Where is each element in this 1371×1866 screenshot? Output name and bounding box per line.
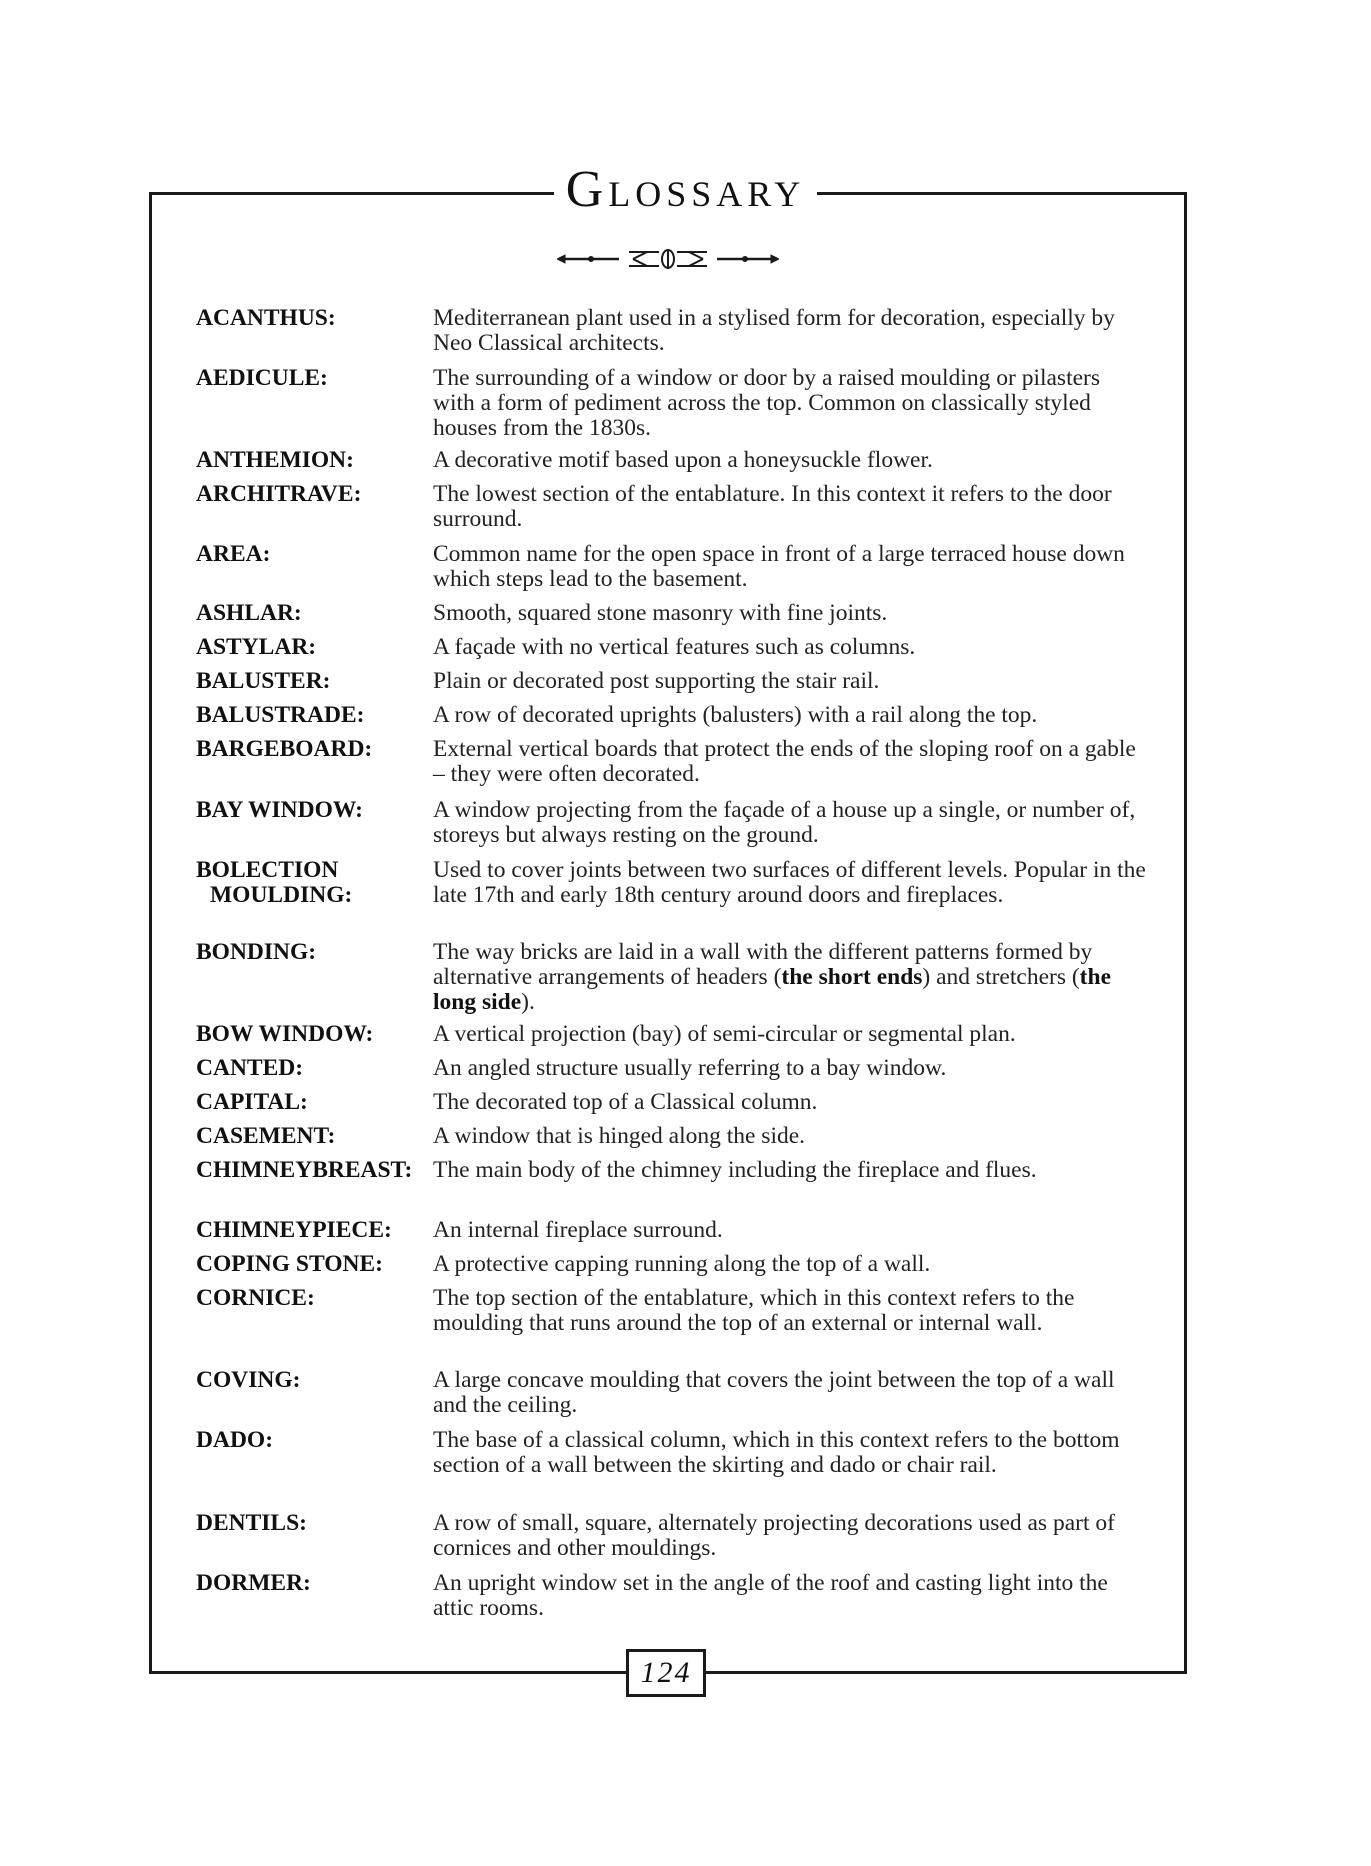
glossary-term-text: CHIMNEYBREAST: (196, 1157, 413, 1183)
glossary-term-text: BAY WINDOW: (196, 797, 363, 823)
glossary-definition (433, 940, 1146, 1015)
glossary-term-text: DADO: (196, 1427, 274, 1453)
glossary-entry (196, 482, 1146, 532)
glossary-definition: A row of decorated uprights (balusters) with a rail along the top. (433, 702, 1038, 728)
glossary-definition: The decorated top of a Classical column. (433, 1089, 818, 1115)
glossary-entry (196, 669, 1146, 694)
glossary-term-text: CHIMNEYPIECE: (196, 1217, 392, 1243)
glossary-definition: A vertical projection (bay) of semi-circular or segmental plan. (433, 1021, 1016, 1047)
glossary-definition: An upright window set in the angle of the roof and casting light into the attic rooms. (433, 1570, 1108, 1621)
glossary-term (196, 635, 436, 660)
glossary-term (196, 1511, 436, 1536)
glossary-term (196, 858, 436, 908)
glossary-term-text: BARGEBOARD: (196, 736, 373, 762)
glossary-entry (196, 737, 1146, 787)
glossary-definition: Mediterranean plant used in a stylised form for decoration, especially by Neo Classical architects. (433, 305, 1115, 356)
glossary-term-text: BALUSTRADE: (196, 702, 365, 728)
glossary-definition: A protective capping running along the top of a wall. (433, 1251, 931, 1277)
glossary-term-text: BALUSTER: (196, 668, 331, 694)
glossary-definition: A large concave moulding that covers the joint between the top of a wall and the ceiling. (433, 1367, 1115, 1418)
glossary-entry (196, 542, 1146, 592)
glossary-term (196, 542, 436, 567)
glossary-term-text: COVING: (196, 1367, 301, 1393)
glossary-definition: Used to cover joints between two surfaces of different levels. Popular in the late 17th and early 18th century around doors and fireplaces. (433, 857, 1146, 908)
definition-text: The way bricks are laid in a wall with the different patterns formed by alternative arrangements of headers ( (433, 939, 1093, 990)
glossary-term (196, 703, 436, 728)
glossary-term (196, 1218, 436, 1243)
glossary-term (196, 1022, 436, 1047)
glossary-entry (196, 1022, 1146, 1047)
glossary-term-text: CANTED: (196, 1055, 304, 1081)
glossary-term (196, 1571, 436, 1596)
glossary-entry (196, 858, 1146, 908)
glossary-term (196, 306, 436, 331)
glossary-entry (196, 1056, 1146, 1081)
page-title: Glossary (554, 150, 818, 230)
glossary-term (196, 448, 436, 473)
glossary-definition: An angled structure usually referring to a bay window. (433, 1055, 947, 1081)
glossary-definition: The main body of the chimney including the fireplace and flues. (433, 1157, 1037, 1183)
glossary-entry (196, 1571, 1146, 1621)
glossary-term-text: CAPITAL: (196, 1089, 308, 1115)
glossary-term-text: ARCHITRAVE: (196, 481, 362, 507)
glossary-term-text: COPING STONE: (196, 1251, 383, 1277)
glossary-term-text: AEDICULE: (196, 365, 328, 391)
glossary-term (196, 1158, 436, 1183)
glossary-entry (196, 448, 1146, 473)
glossary-definition: Plain or decorated post supporting the stair rail. (433, 668, 880, 694)
glossary-entry (196, 1218, 1146, 1243)
glossary-entry (196, 1124, 1146, 1149)
definition-text: ). (521, 989, 535, 1015)
glossary-term-text: ACANTHUS: (196, 305, 336, 331)
glossary-entry (196, 1511, 1146, 1561)
glossary-term (196, 1252, 436, 1277)
glossary-term-text: ASHLAR: (196, 600, 302, 626)
glossary-term (196, 1124, 436, 1149)
glossary-definition: External vertical boards that protect the ends of the sloping roof on a gable – they were often decorated. (433, 736, 1136, 787)
glossary-entry (196, 1158, 1146, 1183)
glossary-term-text: CORNICE: (196, 1285, 315, 1311)
definition-text: ) and stretchers ( (922, 964, 1080, 990)
glossary-term-text-line2: MOULDING: (210, 882, 353, 908)
glossary-term (196, 1368, 436, 1393)
glossary-entry (196, 1428, 1146, 1478)
glossary-term (196, 1428, 436, 1453)
glossary-term-text: CASEMENT: (196, 1123, 336, 1149)
glossary-term-text: AREA: (196, 541, 271, 567)
title-wrap (0, 150, 1371, 230)
glossary-definition: A window projecting from the façade of a house up a single, or number of, storeys but always resting on the ground. (433, 797, 1136, 848)
glossary-entry (196, 635, 1146, 660)
glossary-term-text: ANTHEMION: (196, 447, 354, 473)
definition-emphasis: the long side (433, 964, 1111, 1015)
glossary-entry (196, 601, 1146, 626)
glossary-definition: The base of a classical column, which in this context refers to the bottom section of a wall between the skirting and dado or chair rail. (433, 1427, 1120, 1478)
glossary-term-text: BOW WINDOW: (196, 1021, 374, 1047)
glossary-term (196, 737, 436, 762)
glossary-term (196, 669, 436, 694)
glossary-entry (196, 1252, 1146, 1277)
page-number: 124 (626, 1649, 706, 1697)
glossary-entry (196, 306, 1146, 356)
glossary-entry (196, 366, 1146, 441)
glossary-term (196, 798, 436, 823)
glossary-term-text: BONDING: (196, 939, 317, 965)
definition-emphasis: the short ends (781, 964, 923, 990)
glossary-definition: Common name for the open space in front of a large terraced house down which steps lead to the basement. (433, 541, 1125, 592)
glossary-term (196, 940, 436, 965)
glossary-definition: An internal fireplace surround. (433, 1217, 723, 1243)
glossary-term-text: ASTYLAR: (196, 634, 317, 660)
divider-ornament-icon (557, 248, 779, 270)
glossary-term (196, 482, 436, 507)
glossary-term (196, 1090, 436, 1115)
glossary-entry (196, 798, 1146, 848)
glossary-definition: A façade with no vertical features such as columns. (433, 634, 916, 660)
glossary-term (196, 601, 436, 626)
glossary-definition: A row of small, square, alternately projecting decorations used as part of cornices and other mouldings. (433, 1510, 1115, 1561)
glossary-term-text: DORMER: (196, 1570, 311, 1596)
glossary-entry (196, 1368, 1146, 1418)
glossary-definition: The top section of the entablature, which in this context refers to the moulding that runs around the top of an external or internal wall. (433, 1285, 1075, 1336)
glossary-entry (196, 940, 1146, 1015)
glossary-definition: A decorative motif based upon a honeysuckle flower. (433, 447, 933, 473)
glossary-definition: A window that is hinged along the side. (433, 1123, 806, 1149)
glossary-definition: Smooth, squared stone masonry with fine joints. (433, 600, 888, 626)
glossary-definition: The lowest section of the entablature. In this context it refers to the door surround. (433, 481, 1112, 532)
glossary-entry (196, 703, 1146, 728)
glossary-entry (196, 1090, 1146, 1115)
glossary-term (196, 366, 436, 391)
glossary-definition: The surrounding of a window or door by a raised moulding or pilasters with a form of pediment across the top. Common on classically styled houses from the 1830s. (433, 365, 1101, 441)
glossary-term-text: DENTILS: (196, 1510, 308, 1536)
glossary-entry (196, 1286, 1146, 1336)
glossary-term (196, 1056, 436, 1081)
glossary-term-text: BOLECTION (196, 857, 339, 883)
glossary-term (196, 1286, 436, 1311)
